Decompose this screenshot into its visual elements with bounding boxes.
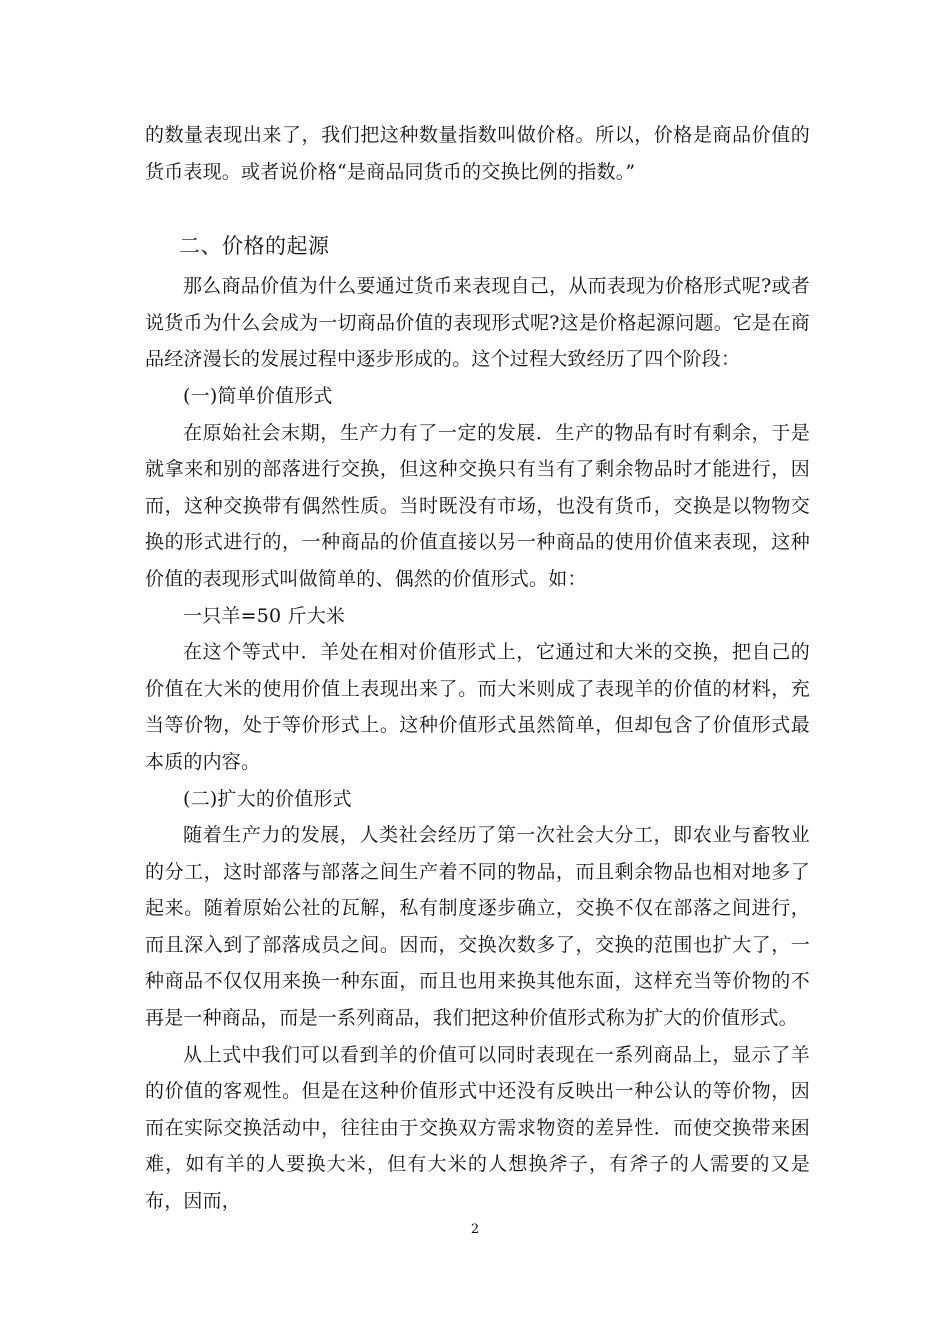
page-number: 2 (470, 1222, 480, 1237)
paragraph-value-objectivity: 从上式中我们可以看到羊的价值可以同时表现在一系列商品上，显示了羊的价值的客观性。但是在这种价值形式中还没有反映出一种公认的等价物，因而在实际交换活动中，往往由于交换双方需求物资的差异性．而使交换带来困难，如有羊的人要换大米，但有大米的人想换斧子，有斧子的人需要的又是布，因而， (145, 1043, 810, 1213)
paragraph-intro: 那么商品价值为什么要通过货币来表现自己，从而表现为价格形式呢?或者说货币为什么会成为一切商品价值的表现形式呢?这是价格起源问题。它是在商品经济漫长的发展过程中逐步形成的。这个过程大致经历了四个阶段： (145, 275, 810, 371)
equation-line: 一只羊=50 斤大米 (183, 604, 346, 627)
section-heading: 二、价格的起源 (179, 234, 330, 259)
paragraph-continuation: 的数量表现出来了，我们把这种数量指数叫做价格。所以，价格是商品价值的货币表现。或者说价格“是商品同货币的交换比例的指数。” (145, 124, 810, 183)
paragraph-equation-explanation: 在这个等式中．羊处在相对价值形式上，它通过和大米的交换，把自己的价值在大米的使用价值上表现出来了。而大米则成了表现羊的价值的材料，充当等价物，处于等价形式上。这种价值形式虽然简单，但却包含了价值形式最本质的内容。 (145, 641, 810, 773)
paragraph-expanded-value-form: 随着生产力的发展，人类社会经历了第一次社会大分工，即农业与畜牧业的分工，这时部落与部落之间生产着不同的物品，而且剩余物品也相对地多了起来。随着原始公社的瓦解，私有制度逐步确立，交换不仅在部落之间进行，而且深入到了部落成员之间。因而，交换次数多了，交换的范围也扩大了，一种商品不仅仅用来换一种东面，而且也用来换其他东面，这样充当等价物的不再是一种商品，而是一系列商品，我们把这种价值形式称为扩大的价值形式。 (145, 824, 810, 1030)
subheading-expanded-value-form: (二)扩大的价值形式 (183, 787, 352, 810)
body-text (145, 117, 810, 1220)
subheading-simple-value-form: (一)简单价值形式 (183, 384, 333, 407)
paragraph-simple-value-form: 在原始社会末期，生产力有了一定的发展．生产的物品有时有剩余，于是就拿来和别的部落进行交换，但这种交换只有当有了剩余物品时才能进行，因而，这种交换带有偶然性质。当时既没有市场，也没有货币，交换是以物物交换的形式进行的，一种商品的价值直接以另一种商品的使用价值来表现，这种价值的表现形式叫做简单的、偶然的价值形式。如： (145, 421, 810, 590)
